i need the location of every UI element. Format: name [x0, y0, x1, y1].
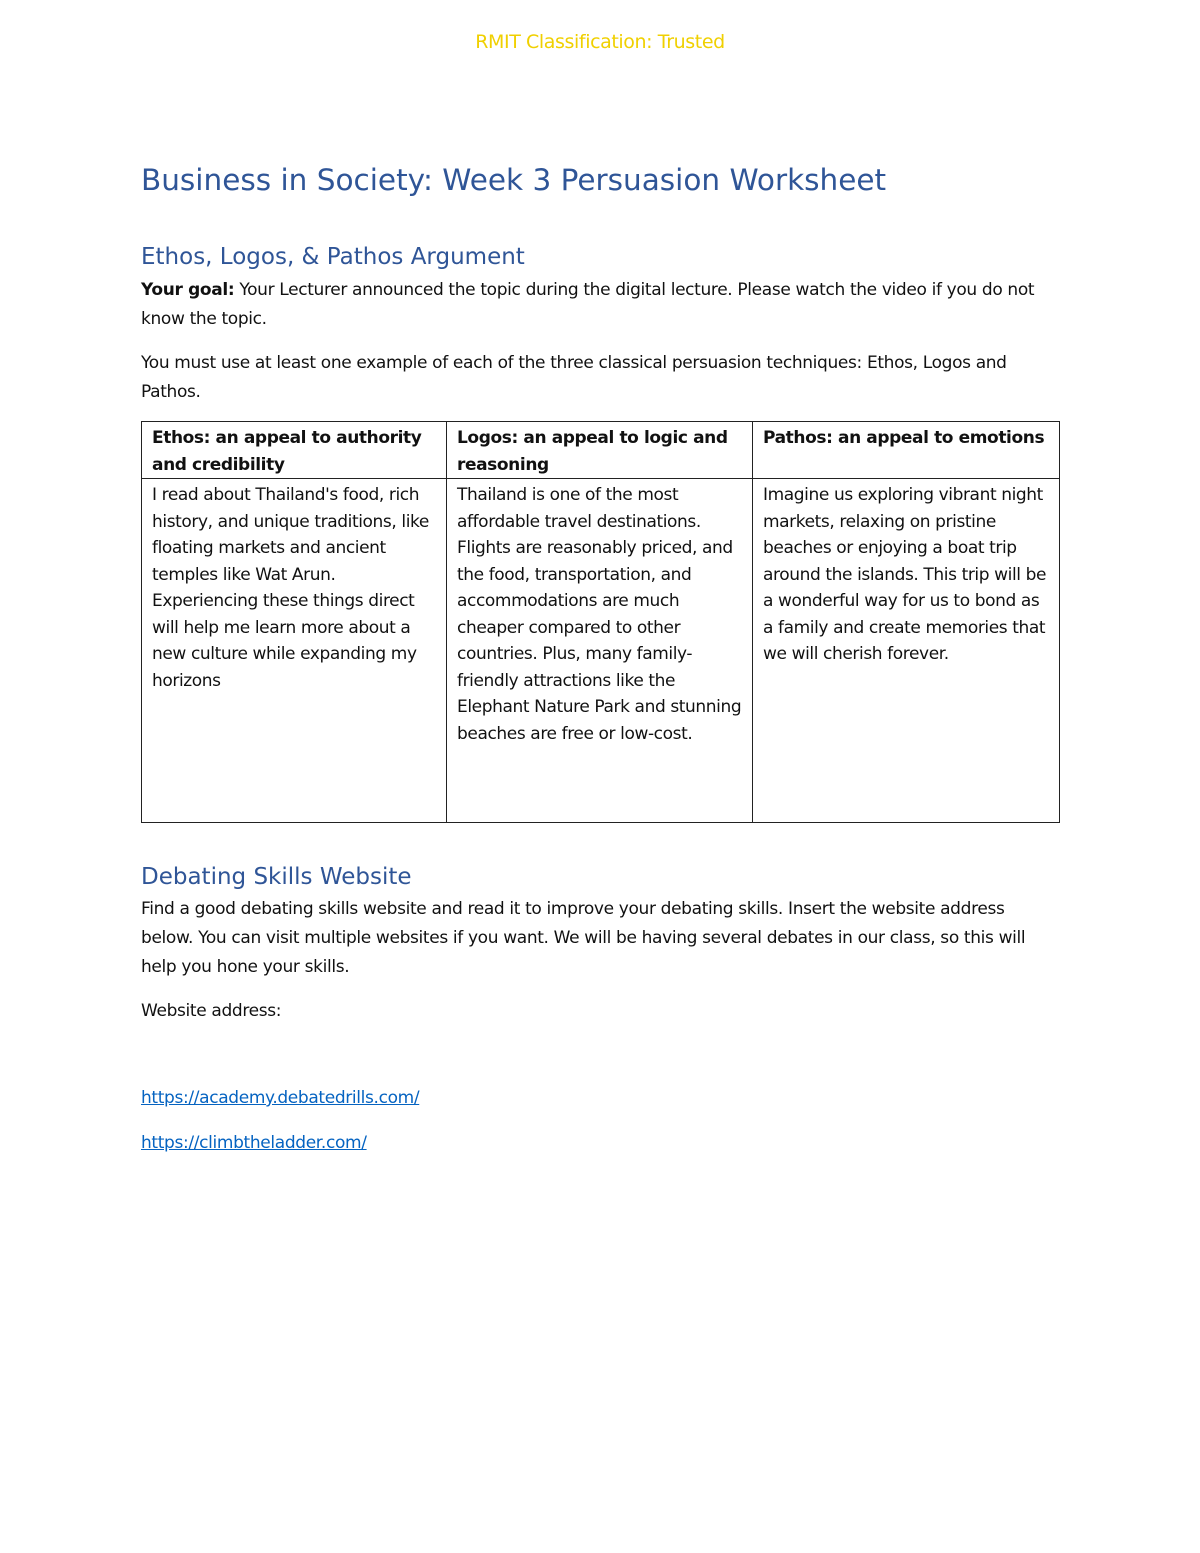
link-climbtheladder[interactable]: https://climbtheladder.com/	[141, 1133, 367, 1153]
section-heading-debating-skills: Debating Skills Website	[141, 864, 412, 890]
goal-paragraph	[141, 276, 1059, 334]
table-cell-ethos[interactable]: I read about Thailand's food, rich history, and unique traditions, like floating markets and ancient temples like Wat Arun. Experiencing these things direct will help me learn more about a new culture while expanding my horizons	[142, 479, 447, 823]
table-row	[142, 479, 1060, 823]
debating-paragraph: Find a good debating skills website and read it to improve your debating skills. Insert the website address below. You can visit multiple websites if you want. We will be having several debates in our class, so this will help you hone your skills.	[141, 899, 1026, 977]
table-cell-logos[interactable]: Thailand is one of the most affordable travel destinations. Flights are reasonably priced, and the food, transportation, and accommodations are much cheaper compared to other countries. Plus, many family-friendly attractions like the Elephant Nature Park and stunning beaches are free or low-cost.	[447, 479, 753, 823]
table-header-ethos: Ethos: an appeal to authority and credibility	[142, 422, 447, 479]
classification-label: RMIT Classification: Trusted	[475, 31, 725, 53]
goal-label: Your goal:	[141, 280, 235, 300]
table-header-logos: Logos: an appeal to logic and reasoning	[447, 422, 753, 479]
persuasion-table	[141, 421, 1060, 823]
table-header-row	[142, 422, 1060, 479]
link-debatedrills[interactable]: https://academy.debatedrills.com/	[141, 1088, 420, 1108]
table-header-pathos: Pathos: an appeal to emotions	[753, 422, 1060, 479]
instruction-paragraph: You must use at least one example of each of the three classical persuasion techniques: Ethos, Logos and Pathos.	[141, 353, 1007, 402]
website-address-label: Website address:	[141, 1001, 282, 1021]
table-cell-pathos[interactable]: Imagine us exploring vibrant night markets, relaxing on pristine beaches or enjoying a boat trip around the islands. This trip will be a wonderful way for us to bond as a family and create memories that we will cherish forever.	[753, 479, 1060, 823]
section-heading-ethos-logos-pathos: Ethos, Logos, & Pathos Argument	[141, 244, 525, 270]
document-title: Business in Society: Week 3 Persuasion Worksheet	[141, 163, 887, 197]
goal-text: Your Lecturer announced the topic during the digital lecture. Please watch the video if you do not know the topic.	[141, 280, 1035, 329]
